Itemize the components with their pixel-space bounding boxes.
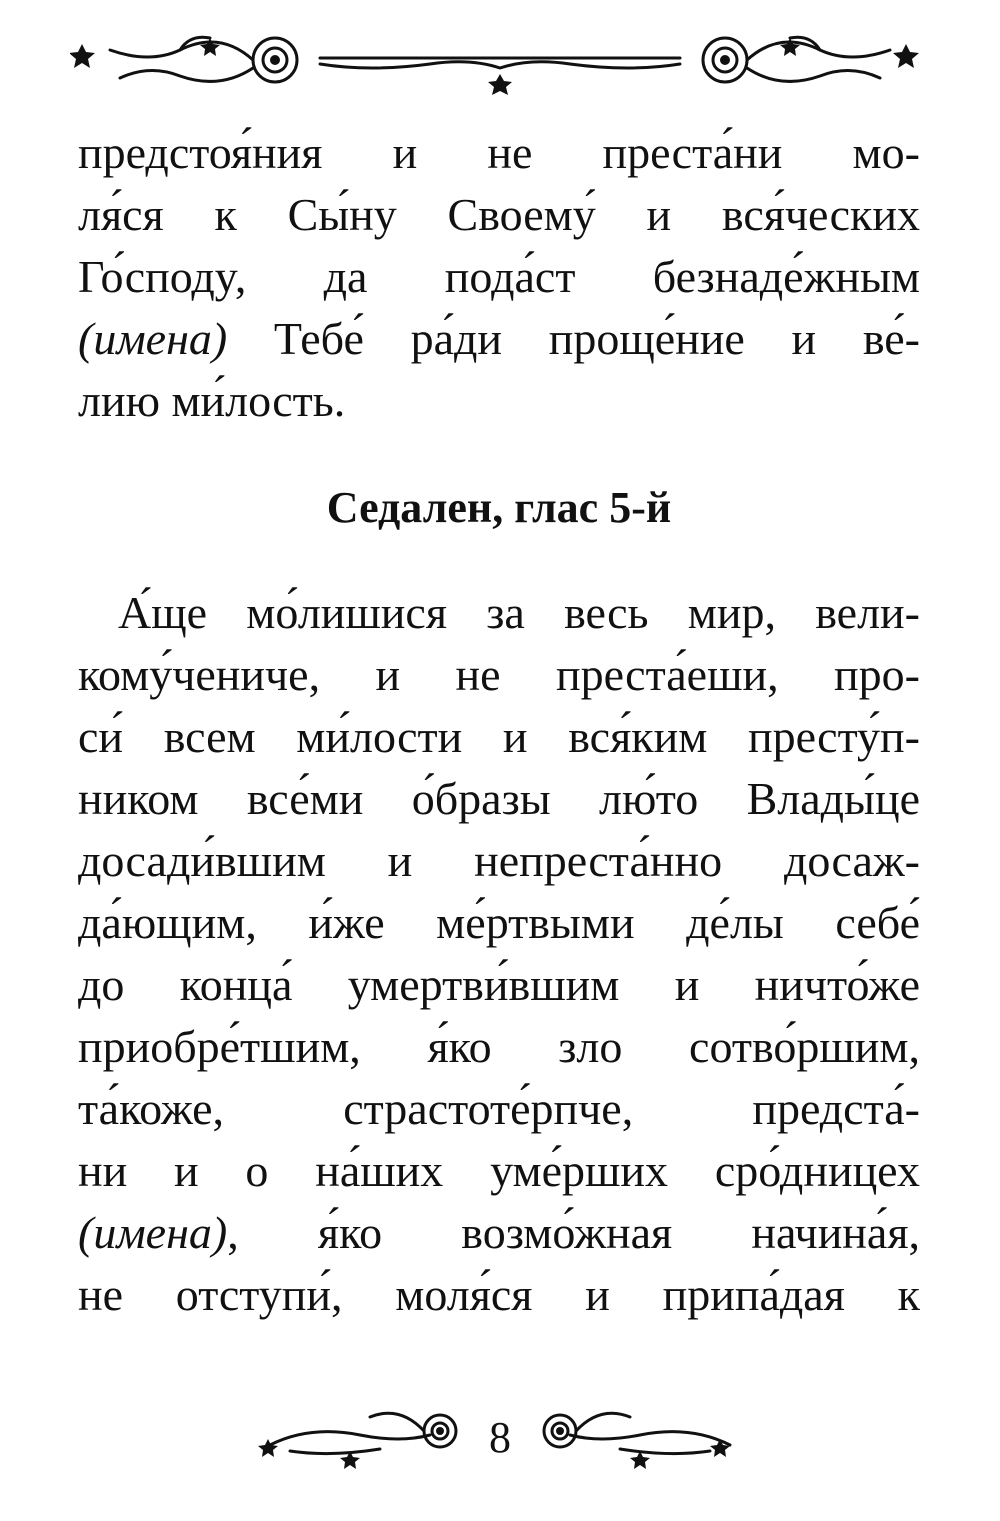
paragraph-2-line (78, 1140, 920, 1202)
text-run: не отступи́, моля́ся и припа́дая к (78, 1269, 920, 1320)
paragraph-2-line (78, 1078, 920, 1140)
text-run: лию ми́лость. (78, 375, 346, 426)
paragraph-2 (78, 582, 920, 1326)
paragraph-2-line (78, 1202, 920, 1264)
paragraph-1-line (78, 246, 920, 308)
text-run: ни и о на́ших уме́рших сро́дницех (78, 1145, 920, 1196)
text-run: ником все́ми о́бразы лю́то Влады́це (78, 773, 920, 824)
text-run: да́ющим, и́же ме́ртвыми де́лы себе́ (78, 897, 920, 948)
italic-names-placeholder: (имена) (78, 313, 228, 364)
paragraph-1-line (78, 122, 920, 184)
text-run: си́ всем ми́лости и вся́ким престу́п- (78, 711, 920, 762)
paragraph-1-line (78, 184, 920, 246)
paragraph-1 (78, 122, 920, 432)
text-run: та́коже, страстоте́рпче, предста́- (78, 1083, 920, 1134)
text-run: досади́вшим и непреста́нно досаж- (78, 835, 920, 886)
top-ornament (70, 20, 930, 100)
paragraph-2-line (78, 582, 920, 644)
paragraph-2-line (78, 644, 920, 706)
paragraph-1-line (78, 308, 920, 370)
paragraph-2-line (78, 768, 920, 830)
text-run: Го́сподy, да пода́ст безнаде́жным (78, 251, 920, 302)
paragraph-1-line (78, 370, 920, 432)
paragraph-2-line (78, 892, 920, 954)
paragraph-2-line (78, 706, 920, 768)
text-run: кому́чениче, и не преста́еши, про- (78, 649, 920, 700)
paragraph-2-line (78, 1264, 920, 1326)
page-number: 8 (489, 1413, 511, 1462)
paragraph-2-line (78, 954, 920, 1016)
text-run: А́ще мо́лишися за весь мир, вели- (118, 587, 920, 638)
text-run: ля́ся к Сы́ну Своему́ и вся́ческих (78, 189, 920, 240)
text-run: приобре́тшим, я́ко зло сотво́ршим, (78, 1021, 920, 1072)
text-run: Тебе́ ра́ди проще́ние и ве́- (227, 313, 920, 364)
paragraph-2-line (78, 1016, 920, 1078)
text-run: , я́ко возмо́жная начина́я, (227, 1207, 920, 1258)
italic-names-placeholder: (имена) (78, 1207, 228, 1258)
text-run: до конца́ умертви́вшим и ничто́же (78, 959, 920, 1010)
section-heading: Седален, глас 5-й (326, 483, 672, 532)
paragraph-2-line (78, 830, 920, 892)
text-run: предстоя́ния и не преста́ни мо- (78, 127, 920, 178)
